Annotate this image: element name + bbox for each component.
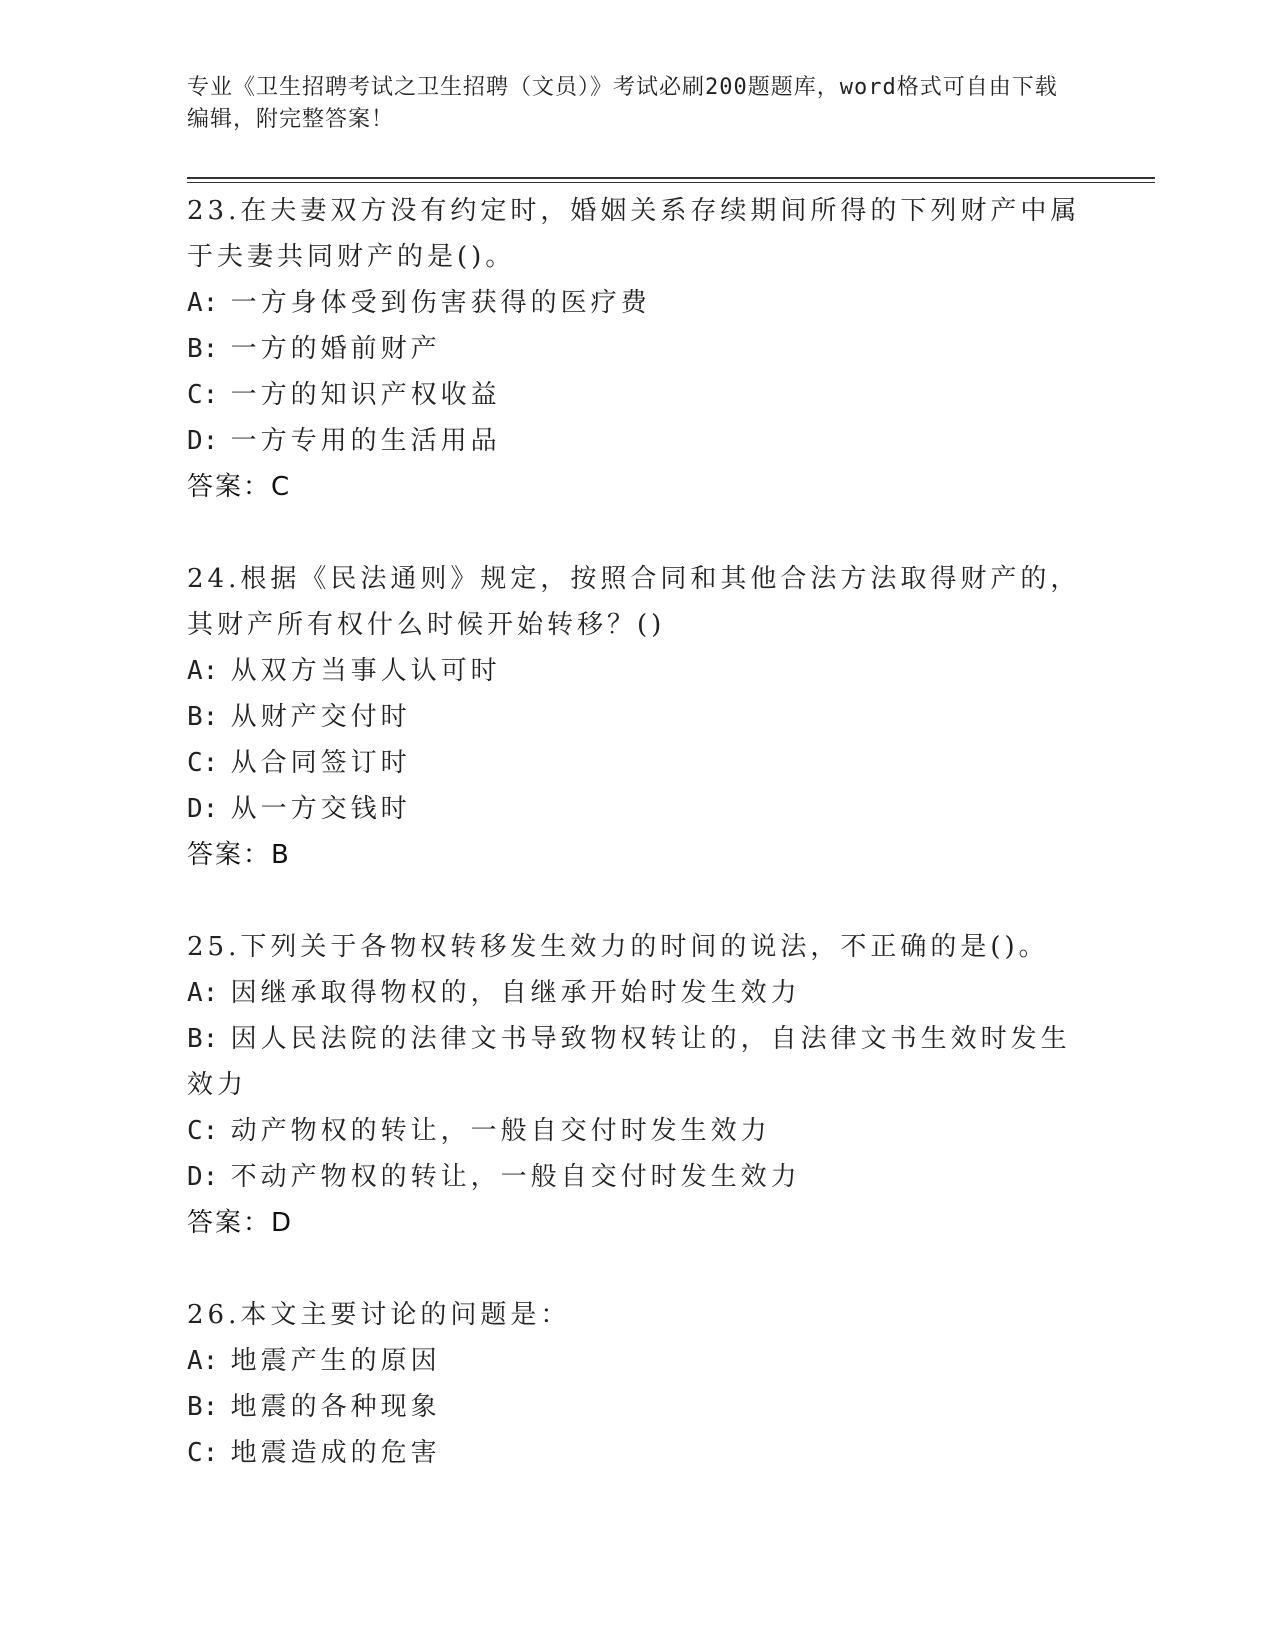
- question-stem: 26.本文主要讨论的问题是：: [187, 1300, 571, 1330]
- option-text: 地震的各种现象: [230, 1392, 441, 1422]
- option-letter: C:: [187, 748, 219, 778]
- option-text: 从双方当事人认可时: [230, 656, 501, 686]
- option-text: 地震造成的危害: [230, 1438, 441, 1468]
- option-c: [187, 1108, 1087, 1154]
- option-letter: A:: [187, 656, 219, 686]
- option-text: 不动产物权的转让，一般自交付时发生效力: [230, 1162, 801, 1192]
- document-header: 专业《卫生招聘考试之卫生招聘（文员）》考试必刷200题题库，word格式可自由下载编辑，附完整答案！: [187, 75, 1058, 132]
- option-c: [187, 372, 1087, 418]
- option-text: 一方的婚前财产: [230, 334, 441, 364]
- header-divider-thick: [187, 177, 1155, 179]
- question-26: [187, 1292, 1087, 1476]
- option-d: [187, 786, 1087, 832]
- option-letter: D:: [187, 1162, 219, 1192]
- option-c: [187, 740, 1087, 786]
- option-text: 一方身体受到伤害获得的医疗费: [230, 288, 651, 318]
- option-b: [187, 1384, 1087, 1430]
- option-letter: C:: [187, 1116, 219, 1146]
- option-letter: B:: [187, 1024, 219, 1054]
- option-text: 地震产生的原因: [230, 1346, 441, 1376]
- question-stem: 23.在夫妻双方没有约定时，婚姻关系存续期间所得的下列财产中属于夫妻共同财产的是()。: [187, 196, 1081, 272]
- option-b: [187, 694, 1087, 740]
- option-text: 因继承取得物权的，自继承开始时发生效力: [230, 978, 801, 1008]
- answer-line: 答案：C: [187, 472, 292, 502]
- question-stem: 24.根据《民法通则》规定，按照合同和其他合法方法取得财产的，其财产所有权什么时候开始转移？(): [187, 564, 1081, 640]
- question-stem: 25.下列关于各物权转移发生效力的时间的说法，不正确的是()。: [187, 932, 1049, 962]
- option-letter: D:: [187, 794, 219, 824]
- option-b: [187, 1016, 1087, 1108]
- answer-line: 答案：B: [187, 840, 291, 870]
- option-letter: C:: [187, 1438, 219, 1468]
- option-letter: B:: [187, 1392, 219, 1422]
- option-text: 从合同签订时: [230, 748, 411, 778]
- option-letter: D:: [187, 426, 219, 456]
- answer-line: 答案：D: [187, 1208, 294, 1238]
- option-b: [187, 326, 1087, 372]
- option-text: 一方专用的生活用品: [230, 426, 501, 456]
- option-d: [187, 1154, 1087, 1200]
- option-text: 从财产交付时: [230, 702, 411, 732]
- question-list: [187, 188, 1087, 1522]
- question-23: [187, 188, 1087, 510]
- option-a: [187, 648, 1087, 694]
- option-c: [187, 1430, 1087, 1476]
- option-text: 从一方交钱时: [230, 794, 411, 824]
- option-letter: B:: [187, 702, 219, 732]
- option-letter: B:: [187, 334, 219, 364]
- option-a: [187, 1338, 1087, 1384]
- option-letter: A:: [187, 1346, 219, 1376]
- option-letter: A:: [187, 978, 219, 1008]
- header-divider-thin: [187, 182, 1155, 183]
- question-25: [187, 924, 1087, 1246]
- option-text: 一方的知识产权收益: [230, 380, 501, 410]
- question-24: [187, 556, 1087, 878]
- option-letter: C:: [187, 380, 219, 410]
- option-text: 因人民法院的法律文书导致物权转让的，自法律文书生效时发生效力: [187, 1024, 1071, 1100]
- option-d: [187, 418, 1087, 464]
- option-a: [187, 970, 1087, 1016]
- option-a: [187, 280, 1087, 326]
- option-letter: A:: [187, 288, 219, 318]
- option-text: 动产物权的转让，一般自交付时发生效力: [230, 1116, 771, 1146]
